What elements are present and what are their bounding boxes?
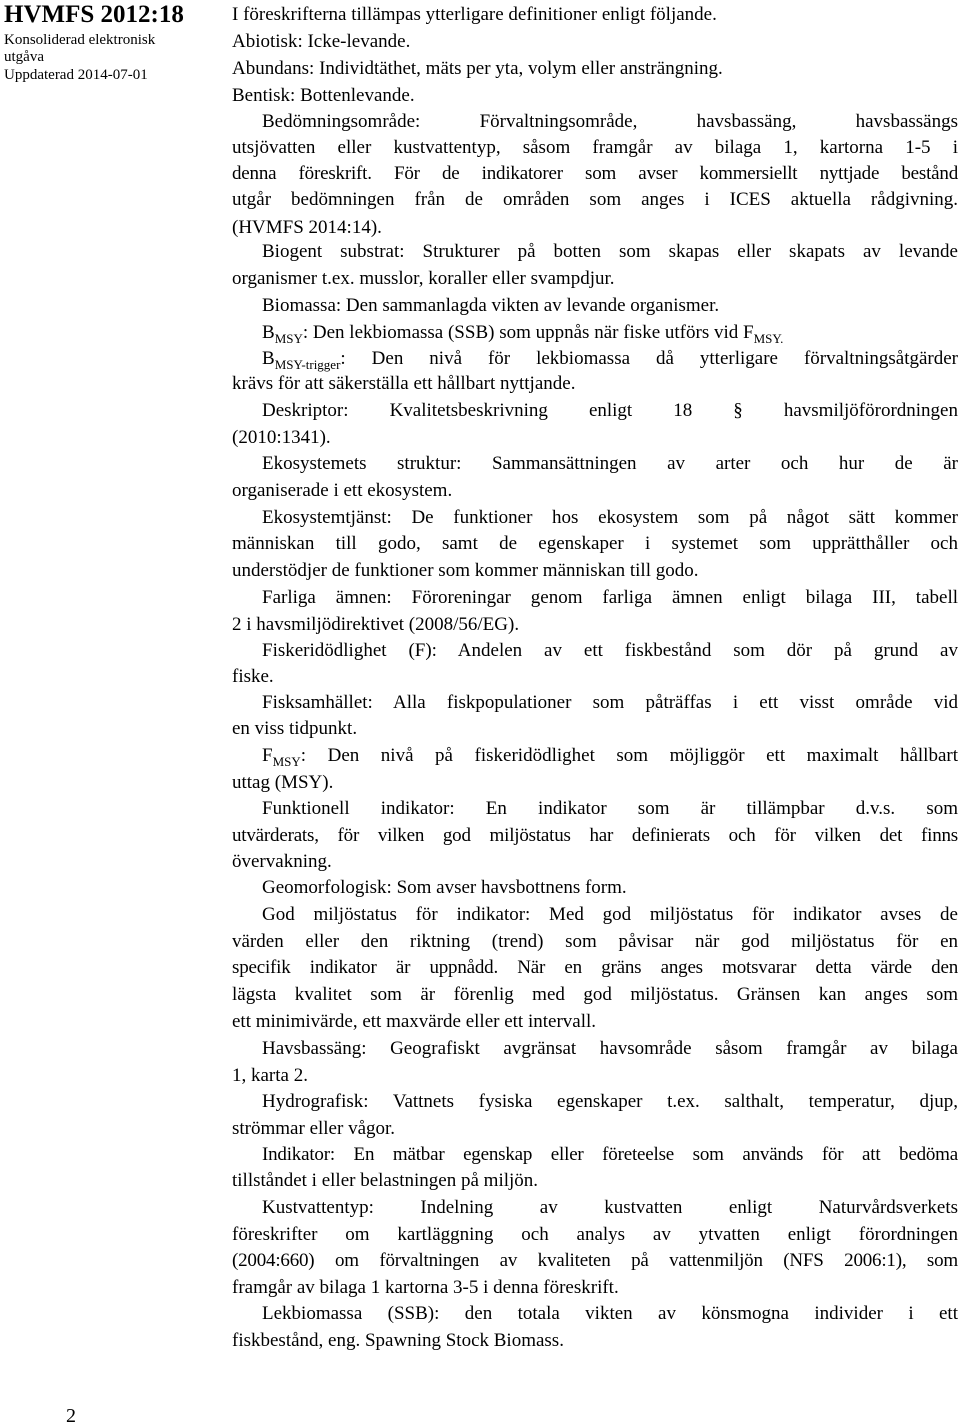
bmsy-trigger-b: B [262,348,275,369]
definition-bmsy [262,319,958,347]
text-line: en viss tidpunkt. [232,718,358,739]
text-line: utgår bedömningen från de områden som anges i ICES aktuella rådgivning. [232,189,958,210]
page-number: 2 [66,1405,76,1427]
edition-label: utgåva [4,49,44,65]
fmsy-def-subscript: MSY [272,754,301,769]
definition-bentisk: Bentisk: Bottenlevande. [232,85,415,106]
regulation-number: HVMFS 2012:18 [4,1,184,28]
text-line: uttag (MSY). [232,772,334,793]
text-line: (2010:1341). [232,427,331,448]
definition-fiskeridodlighet: Fiskeridödlighet (F): Andelen av ett fiskbestånd som dör på grund av [262,640,958,661]
text-line: (HVMFS 2014:14). [232,217,382,238]
fmsy-text: : Den nivå på fiskeridödlighet som möjliggör ett maximalt hållbart [300,745,958,766]
text-line: organiserade i ett ekosystem. [232,480,453,501]
definition-abundans: Abundans: Individtäthet, mäts per yta, volym eller ansträngning. [232,58,723,79]
definition-bmsy-trigger [262,345,958,373]
text-line: utsjövatten eller kustvattentyp, såsom framgår av bilaga 1, kartorna 1-5 i [232,137,958,158]
text-line: strömmar eller vågor. [232,1118,396,1139]
bmsy-trigger-text: : Den nivå för lekbiomassa då ytterligare förvaltningsåtgärder [340,348,958,369]
bmsy-trigger-subscript: MSY-trigger [274,357,341,372]
definition-farliga-amnen: Farliga ämnen: Föroreningar genom farliga ämnen enligt bilaga III, tabell [262,587,958,608]
text-line: 1, karta 2. [232,1065,308,1086]
text-line: övervakning. [232,851,332,872]
bmsy-b: B [262,322,275,343]
text-line: fiske. [232,666,274,687]
text-line: människan till godo, samt de egenskaper i systemet som upprätthåller och [232,533,958,554]
text-line: fiskbestånd, eng. Spawning Stock Biomass. [232,1330,564,1351]
definition-fisksamhallet: Fisksamhället: Alla fiskpopulationer som påträffas i ett visst område vid [262,692,958,713]
definition-indikator: Indikator: En mätbar egenskap eller företeelse som används för att bedöma [262,1144,958,1165]
text-line: specifik indikator är uppnådd. När en gräns anges motsvarar detta värde den [232,957,958,978]
consolidated-label: Konsoliderad elektronisk [4,32,156,48]
definition-abiotisk: Abiotisk: Icke-levande. [232,31,411,52]
definition-bedomningsomrade: Bedömningsområde: Förvaltningsområde, havsbassäng, havsbassängs [262,111,958,132]
text-line: understödjer de funktioner som kommer människan till godo. [232,560,699,581]
text-line: tillståndet i eller belastningen på miljön. [232,1170,539,1191]
fmsy-subscript: MSY. [753,331,784,346]
text-line: lägsta kvalitet som är förenlig med god miljöstatus. Gränsen kan anges som [232,984,958,1005]
fmsy-f: F [262,745,273,766]
text-line: utvärderats, för vilken god miljöstatus har definierats och för vilken det finns [232,825,958,846]
definition-lekbiomassa: Lekbiomassa (SSB): den totala vikten av könsmogna individer i ett [262,1303,958,1324]
definition-god-miljostatus: God miljöstatus för indikator: Med god miljöstatus för indikator avses de [262,904,958,925]
text-line: (2004:660) om förvaltningen av kvaliteten på vattenmiljön (NFS 2006:1), som [232,1250,958,1271]
updated-date: Uppdaterad 2014-07-01 [4,67,148,83]
text-line: föreskrifter om kartläggning och analys av ytvatten enligt förordningen [232,1224,958,1245]
text-line: framgår av bilaga 1 kartorna 3-5 i denna föreskrift. [232,1277,619,1298]
text-line: 2 i havsmiljödirektivet (2008/56/EG). [232,614,520,635]
definition-havsbassang: Havsbassäng: Geografiskt avgränsat havsområde såsom framgår av bilaga [262,1038,958,1059]
bmsy-text: : Den lekbiomassa (SSB) som uppnås när fiske utförs vid F [302,322,754,343]
definition-biogent-substrat: Biogent substrat: Strukturer på botten som skapas eller skapats av levande [262,241,958,262]
definition-funktionell-indikator: Funktionell indikator: En indikator som är tillämpbar d.v.s. som [262,798,958,819]
definition-hydrografisk: Hydrografisk: Vattnets fysiska egenskaper t.ex. salthalt, temperatur, djup, [262,1091,958,1112]
text-line: värden eller den riktning (trend) som påvisar när god miljöstatus för en [232,931,958,952]
intro-line: I föreskrifterna tillämpas ytterligare definitioner enligt följande. [232,4,717,25]
definition-kustvattentyp: Kustvattentyp: Indelning av kustvatten enligt Naturvårdsverkets [262,1197,958,1218]
definition-ekosystemtjanst: Ekosystemtjänst: De funktioner hos ekosystem som på något sätt kommer [262,507,958,528]
text-line: denna föreskrift. För de indikatorer som avser kommersiellt nyttjade bestånd [232,163,958,184]
text-line: krävs för att säkerställa ett hållbart nyttjande. [232,373,576,394]
bmsy-subscript: MSY [274,331,303,346]
definition-ekosystemets-struktur: Ekosystemets struktur: Sammansättningen av arter och hur de är [262,453,958,474]
definition-geomorfologisk: Geomorfologisk: Som avser havsbottnens form. [262,877,627,898]
definition-biomassa: Biomassa: Den sammanlagda vikten av levande organismer. [262,295,720,316]
definition-deskriptor: Deskriptor: Kvalitetsbeskrivning enligt 18 § havsmiljöförordningen [262,400,958,421]
text-line: organismer t.ex. musslor, koraller eller svampdjur. [232,268,615,289]
text-line: ett minimivärde, ett maxvärde eller ett intervall. [232,1011,597,1032]
definition-fmsy [262,742,958,770]
